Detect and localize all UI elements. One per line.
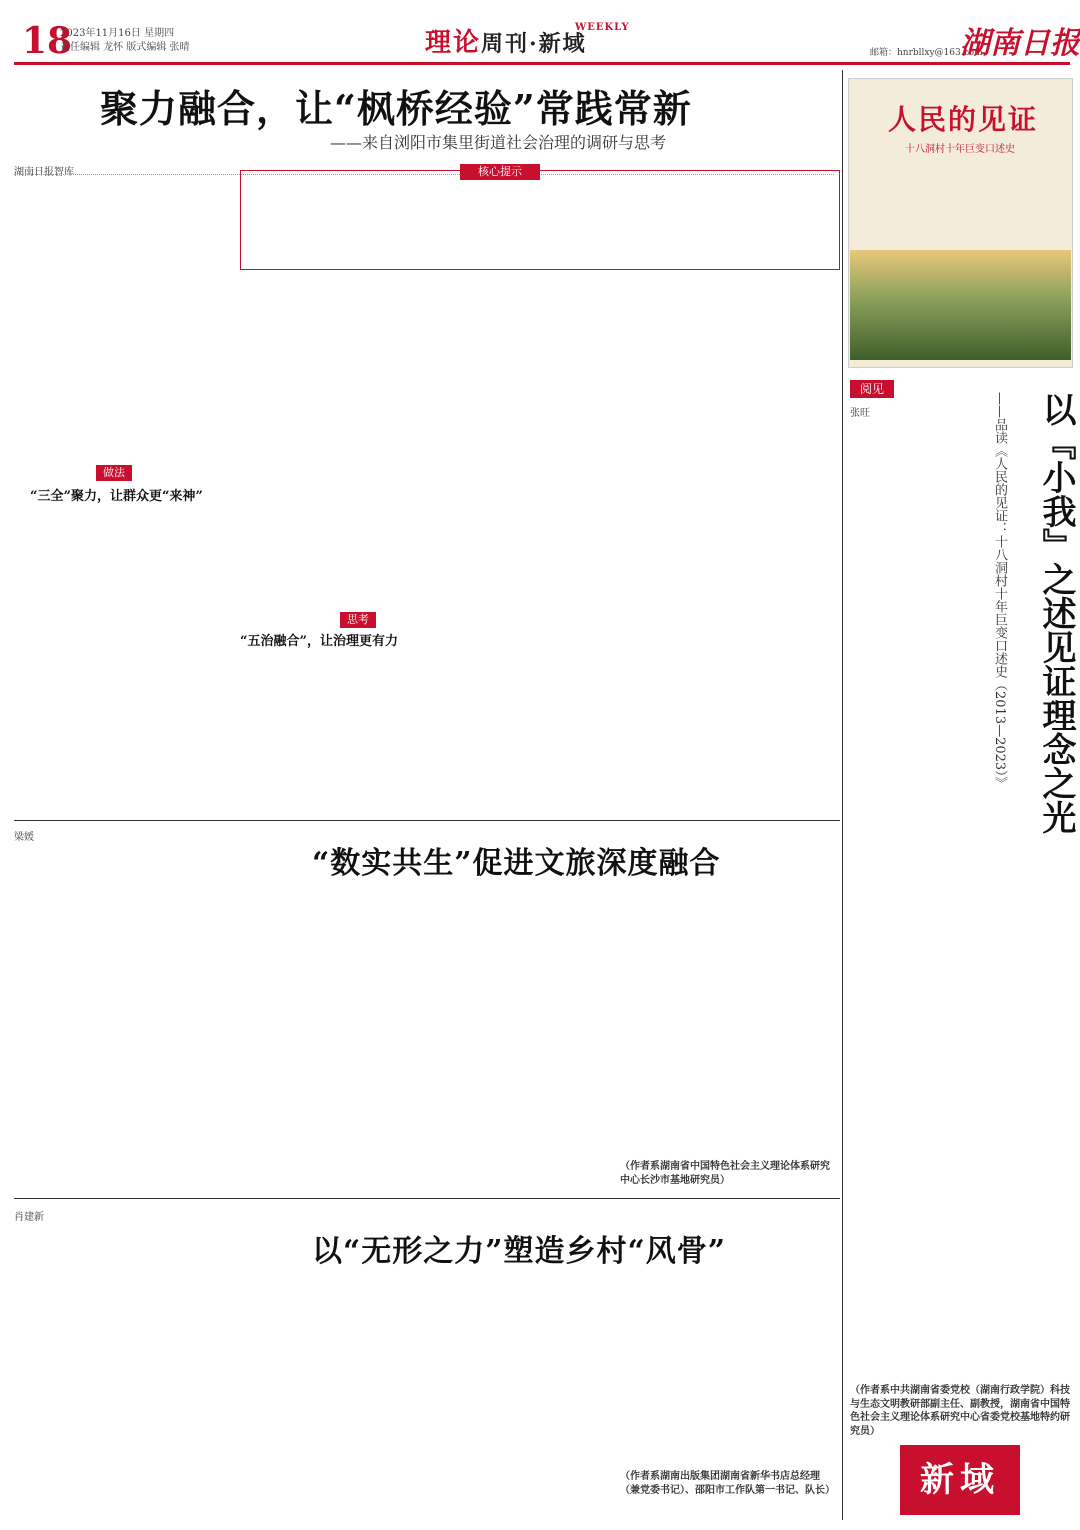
subheadline-1: ——来自浏阳市集里街道社会治理的调研与思考 [330, 133, 667, 152]
section-title: 理论周刊·新域 [425, 28, 587, 58]
sidebar-subheadline: ——品读《人民的见证：十八洞村十年巨变口述史（2013—2023）》 [992, 392, 1007, 790]
book-cover-image [850, 250, 1071, 360]
key-points-box [240, 170, 840, 270]
tag-think: 思考 [340, 612, 376, 628]
sidebar-author-note: （作者系中共湖南省委党校（湖南行政学院）科技与生态文明教研部副主任、副教授，湖南省中国特色社会主义理论体系研究中心省委党校基地特约研究员） [850, 1385, 1070, 1437]
divider-1 [14, 820, 840, 821]
sidebar-divider [842, 70, 843, 1520]
issue-date: 2023年11月16日 星期四 [60, 28, 175, 39]
weekly-label: WEEKLY [575, 22, 630, 33]
book-title: 人民的见证 [888, 103, 1039, 136]
header-rule [14, 62, 1070, 65]
subhead-2: “五治融合”，让治理更有力 [240, 634, 398, 649]
headline-1: 聚力融合，让“枫桥经验”常践常新 [100, 86, 692, 131]
byline-3: 肖建新 [14, 1212, 44, 1223]
sidebar-byline: 张旺 [850, 408, 870, 419]
divider-2 [14, 1198, 840, 1199]
author-note-3: （作者系湖南出版集团湖南省新华书店总经理（兼党委书记）、邵阳市工作队第一书记、队长） [620, 1471, 835, 1496]
page-number: 18 [22, 20, 73, 62]
subhead-1: “三全”聚力，让群众更“来神” [30, 489, 203, 504]
headline-2: “数实共生”促进文旅深度融合 [312, 846, 721, 881]
key-tag: 核心提示 [460, 164, 540, 180]
book-subtitle: 十八洞村十年巨变口述史 [905, 144, 1015, 155]
newspaper-logo: 湖南日报 [960, 26, 1080, 61]
headline-3: 以“无形之力”塑造乡村“风骨” [312, 1234, 727, 1269]
byline-1: 湖南日报智库 [14, 167, 74, 178]
author-note-2: （作者系湖南省中国特色社会主义理论体系研究中心长沙市基地研究员） [620, 1161, 830, 1186]
byline-2: 梁媛 [14, 832, 34, 843]
section-stamp: 新域 [900, 1445, 1020, 1515]
email: 邮箱：hnrbllxy@163.com [870, 48, 983, 58]
sidebar-tag: 阅见 [850, 380, 894, 398]
tag-do: 做法 [96, 465, 132, 481]
editors: 责任编辑 龙怀 版式编辑 张晴 [60, 42, 190, 53]
sidebar-headline: 以『小我』之述见证理念之光 [1036, 392, 1076, 834]
